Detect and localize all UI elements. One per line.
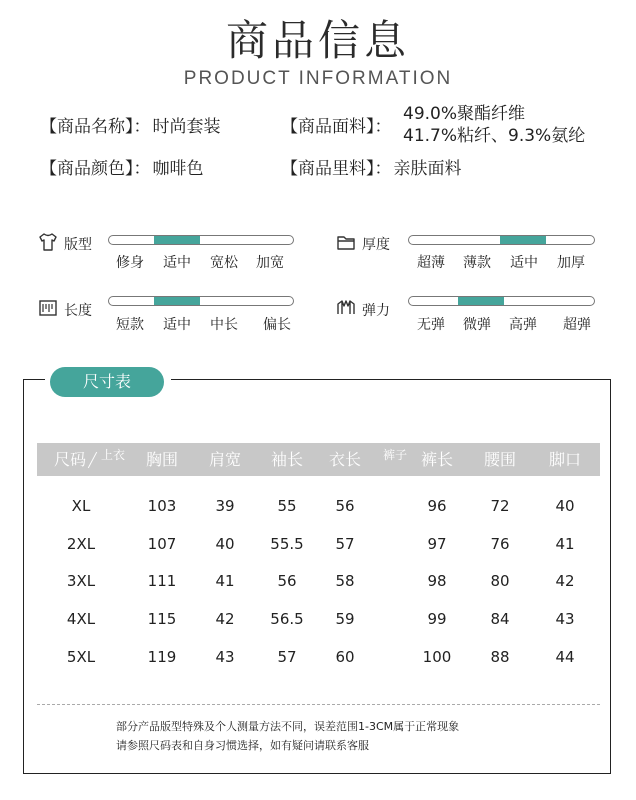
attr-thickness-label: 厚度 xyxy=(362,237,390,253)
table-cell: 100 xyxy=(422,648,452,666)
info-lining-label: 【商品里料】： xyxy=(281,159,392,179)
attr-fit-label: 版型 xyxy=(64,237,92,253)
header-pants-group: 裤子 xyxy=(383,448,408,462)
size-chart-title: 尺寸表 xyxy=(50,367,164,397)
table-cell: 57 xyxy=(277,648,297,666)
attr-length-option: 适中 xyxy=(163,317,191,333)
attr-elasticity-track xyxy=(408,296,595,306)
header-shoulder: 肩宽 xyxy=(208,450,242,469)
table-cell: 60 xyxy=(335,648,355,666)
table-cell: 59 xyxy=(335,610,355,628)
table-cell: 57 xyxy=(335,535,355,553)
attr-thickness-fill xyxy=(500,236,546,244)
size-chart-frame xyxy=(23,379,611,774)
table-cell: 55 xyxy=(277,497,297,515)
table-cell: 80 xyxy=(490,572,510,590)
header-chest: 胸围 xyxy=(145,450,179,469)
info-lining xyxy=(281,158,462,180)
table-cell: 42 xyxy=(555,572,575,590)
attr-length-option: 偏长 xyxy=(263,317,291,333)
table-row-size: 3XL xyxy=(66,572,96,590)
attr-length-track xyxy=(108,296,294,306)
table-cell: 44 xyxy=(555,648,575,666)
table-cell: 40 xyxy=(215,535,235,553)
attr-fit-option: 加宽 xyxy=(256,255,284,271)
info-color-label: 【商品颜色】： xyxy=(40,159,151,179)
attr-fit-fill xyxy=(154,236,200,244)
table-cell: 39 xyxy=(215,497,235,515)
header-top-group: 上衣 xyxy=(101,448,126,462)
attr-fit-option: 修身 xyxy=(116,255,144,271)
note-divider xyxy=(37,704,600,705)
info-name-label: 【商品名称】： xyxy=(40,117,151,137)
table-row-size: 2XL xyxy=(66,535,96,553)
attr-length-label: 长度 xyxy=(64,303,92,319)
attr-fit-option: 宽松 xyxy=(210,255,238,271)
table-cell: 41 xyxy=(555,535,575,553)
table-cell: 56.5 xyxy=(270,610,304,628)
table-cell: 43 xyxy=(555,610,575,628)
table-cell: 58 xyxy=(335,572,355,590)
info-fabric-value-2: 41.7%粘纤、9.3%氨纶 xyxy=(403,126,586,146)
attr-thickness-option: 加厚 xyxy=(557,255,585,271)
table-cell: 111 xyxy=(147,572,177,590)
info-fabric-value-1: 49.0%聚酯纤维 xyxy=(403,104,526,124)
table-cell: 115 xyxy=(147,610,177,628)
attr-thickness-option: 超薄 xyxy=(417,255,445,271)
table-cell: 98 xyxy=(427,572,447,590)
header-waist: 腰围 xyxy=(483,450,517,469)
table-cell: 119 xyxy=(147,648,177,666)
header-top-length: 衣长 xyxy=(328,450,362,469)
table-cell: 56 xyxy=(277,572,297,590)
table-cell: 40 xyxy=(555,497,575,515)
attr-length-option: 中长 xyxy=(210,317,238,333)
attr-length-option: 短款 xyxy=(116,317,144,333)
header-sleeve: 袖长 xyxy=(270,450,304,469)
table-cell: 56 xyxy=(335,497,355,515)
note-line-1: 部分产品版型特殊及个人测量方法不同，误差范围1-3CM属于正常现象 xyxy=(116,720,460,733)
table-cell: 41 xyxy=(215,572,235,590)
attr-elasticity-fill xyxy=(458,297,504,305)
info-color-value: 咖啡色 xyxy=(152,159,204,179)
table-cell: 103 xyxy=(147,497,177,515)
table-cell: 55.5 xyxy=(270,535,304,553)
info-name-value: 时尚套装 xyxy=(152,117,221,137)
table-cell: 76 xyxy=(490,535,510,553)
folder-icon xyxy=(336,233,356,253)
table-cell: 107 xyxy=(147,535,177,553)
table-row-size: XL xyxy=(71,497,91,515)
stretch-icon xyxy=(336,298,356,318)
info-name xyxy=(40,116,221,138)
attr-fit-option: 适中 xyxy=(163,255,191,271)
table-cell: 42 xyxy=(215,610,235,628)
attr-elasticity-label: 弹力 xyxy=(362,303,390,319)
table-row-size: 4XL xyxy=(66,610,96,628)
ruler-icon xyxy=(38,298,58,318)
attr-length-fill xyxy=(154,297,200,305)
attr-thickness-option: 薄款 xyxy=(463,255,491,271)
attr-elasticity-option: 微弹 xyxy=(463,317,491,333)
header-size: 尺码 xyxy=(53,450,87,469)
info-lining-value: 亲肤面料 xyxy=(393,159,462,179)
table-row-size: 5XL xyxy=(66,648,96,666)
header-hem: 脚口 xyxy=(548,450,582,469)
attr-thickness-track xyxy=(408,235,595,245)
attr-elasticity-option: 无弹 xyxy=(417,317,445,333)
note-line-2: 请参照尺码表和自身习惯选择，如有疑问请联系客服 xyxy=(116,739,369,752)
attr-elasticity-option: 高弹 xyxy=(509,317,537,333)
table-cell: 96 xyxy=(427,497,447,515)
header-pants-length: 裤长 xyxy=(420,450,454,469)
table-cell: 84 xyxy=(490,610,510,628)
attr-elasticity-option: 超弹 xyxy=(563,317,591,333)
page-subtitle: PRODUCT INFORMATION xyxy=(183,68,453,89)
attr-thickness-option: 适中 xyxy=(510,255,538,271)
page-title: 商品信息 xyxy=(225,16,410,65)
table-cell: 97 xyxy=(427,535,447,553)
info-color xyxy=(40,158,204,180)
table-cell: 43 xyxy=(215,648,235,666)
table-cell: 72 xyxy=(490,497,510,515)
table-cell: 88 xyxy=(490,648,510,666)
tshirt-icon xyxy=(38,232,58,252)
info-fabric-label: 【商品面料】： xyxy=(281,117,392,137)
table-cell: 99 xyxy=(427,610,447,628)
attr-fit-track xyxy=(108,235,294,245)
